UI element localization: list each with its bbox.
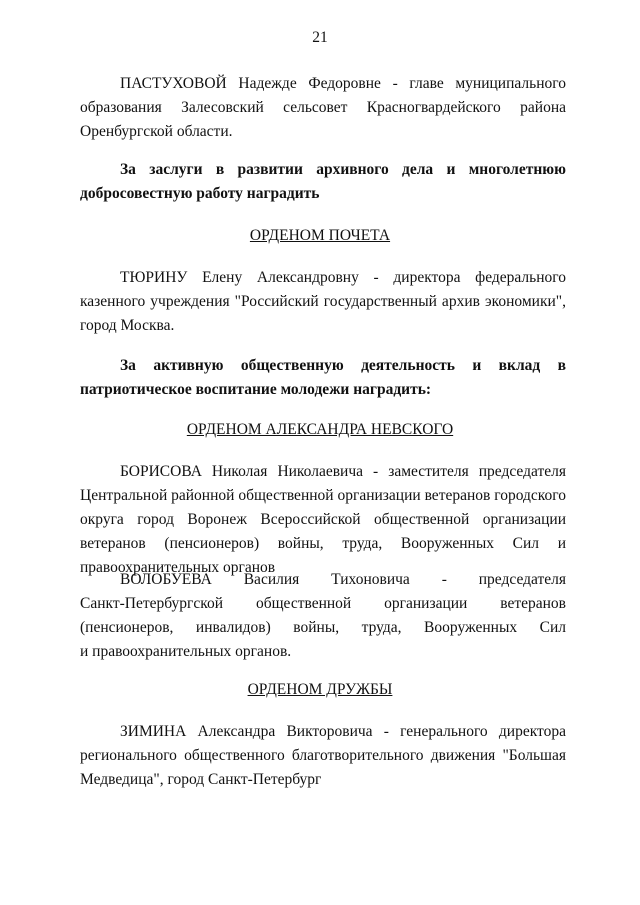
page-number: 21 (312, 29, 328, 46)
award-paragraph-zimin: ЗИМИНА Александра Викторовича - генерального директора регионального общественного благотворительного движения "Большая Медведица", город Санкт-Петербург (80, 723, 566, 788)
award-paragraph-tyurina: ТЮРИНУ Елену Александровну - директора федерального казенного учреждения "Российский государственный архив экономики", город Москва. (80, 269, 566, 334)
heading-order-of-friendship: ОРДЕНОМ ДРУЖБЫ (247, 681, 393, 698)
volobuev-line-3: (пенсионеров, инвалидов) войны, труда, Вооруженных Сил (80, 619, 566, 636)
award-paragraph-borisov: БОРИСОВА Николая Николаевича - заместителя председателя Центральной районной общественной организации ветеранов городского округа город Воронеж Всероссийской общественной организации ветеранов (пенсионеров) войны, труда, Вооруженных Сил и правоохранительных органов (80, 463, 566, 576)
award-paragraph-pastukhova: ПАСТУХОВОЙ Надежде Федоровне - главе муниципального образования Залесовский сельсовет Красногвардейского района Оренбургской области. (80, 75, 566, 140)
volobuev-line-2: Санкт-Петербургской общественной организации ветеранов (80, 595, 566, 612)
award-reason-patriotic: За активную общественную деятельность и вклад в патриотическое воспитание молодежи наградить: (80, 357, 566, 398)
heading-order-of-honor: ОРДЕНОМ ПОЧЕТА (249, 227, 391, 244)
volobuev-line-4: и правоохранительных органов. (80, 643, 292, 660)
volobuev-line-1: ВОЛОБУЕВА Василия Тихоновича - председателя (120, 571, 566, 588)
heading-order-of-alexander-nevsky: ОРДЕНОМ АЛЕКСАНДРА НЕВСКОГО (186, 421, 454, 438)
award-reason-archive: За заслуги в развитии архивного дела и многолетнюю добросовестную работу наградить (80, 161, 566, 202)
